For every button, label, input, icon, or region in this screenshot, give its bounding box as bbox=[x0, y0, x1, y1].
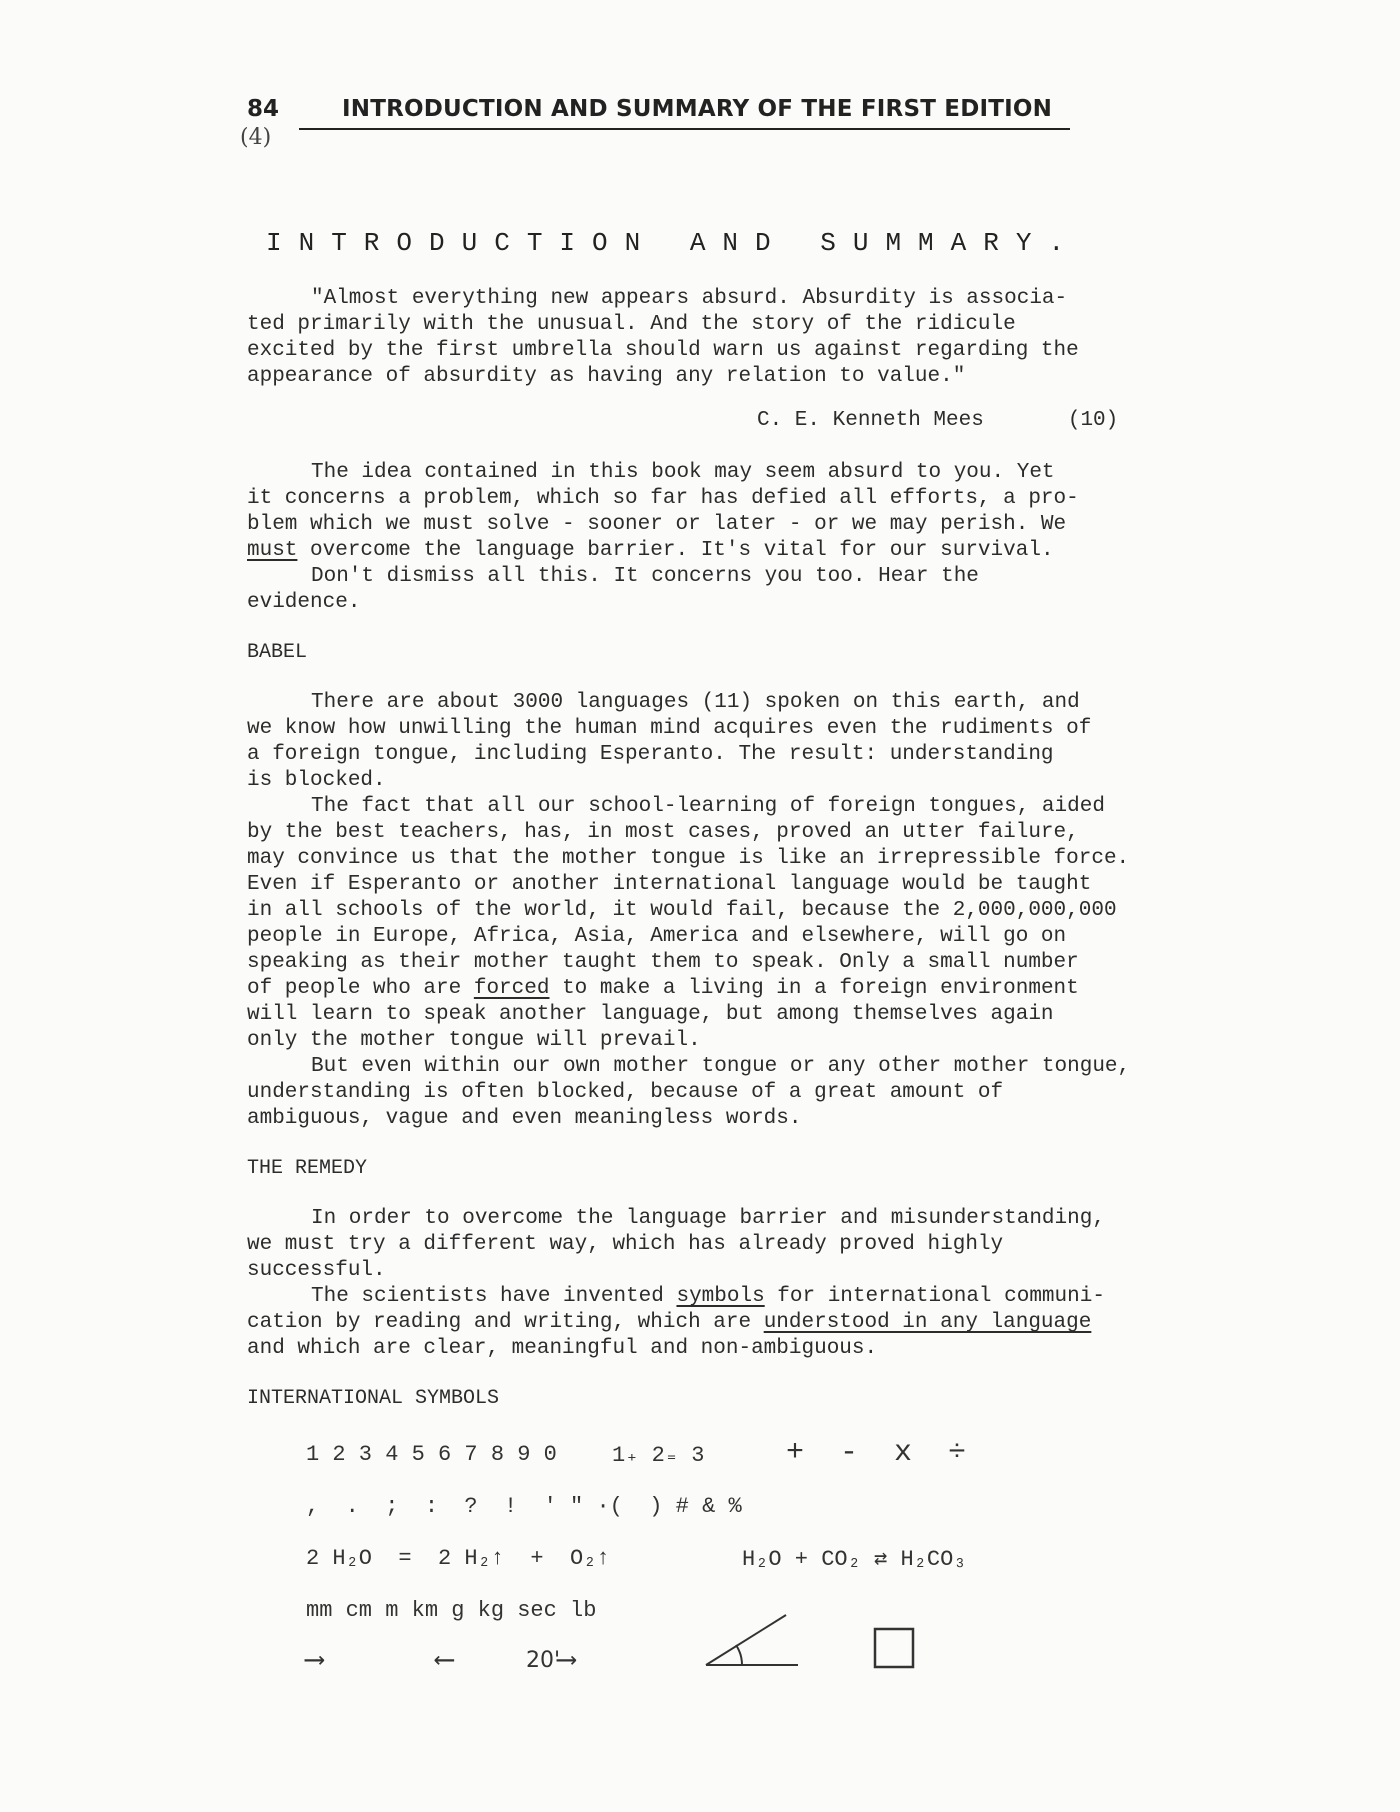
underlined-understood: understood in any language bbox=[763, 1311, 1092, 1334]
underlined-forced: forced bbox=[473, 977, 550, 1000]
babel-line: a foreign tongue, including Esperanto. The result: understanding bbox=[247, 743, 1054, 766]
babel-line: may convince us that the mother tongue is like an irrepressible force. bbox=[247, 847, 1130, 870]
epigraph-line: appearance of absurdity as having any relation to value." bbox=[247, 365, 966, 388]
babel-line: ambiguous, vague and even meaningless words. bbox=[247, 1107, 802, 1130]
square-icon bbox=[872, 1626, 916, 1670]
symbols-sum: 1₊ 2₌ 3 bbox=[612, 1443, 705, 1468]
intro-section bbox=[247, 460, 1147, 616]
symbols-digits: 1 2 3 4 5 6 7 8 9 0 bbox=[306, 1442, 557, 1467]
document-title: INTRODUCTION AND SUMMARY. bbox=[266, 228, 1082, 258]
intro-line: it concerns a problem, which so far has defied all efforts, a pro- bbox=[247, 487, 1079, 510]
running-header bbox=[247, 92, 1070, 132]
babel-line: only the mother tongue will prevail. bbox=[247, 1029, 701, 1052]
header-rule bbox=[299, 128, 1070, 130]
babel-line: will learn to speak another language, but among themselves again bbox=[247, 1003, 1054, 1026]
intro-line: The idea contained in this book may seem absurd to you. Yet bbox=[311, 461, 1055, 484]
babel-line: speaking as their mother taught them to speak. Only a small number bbox=[247, 951, 1079, 974]
arrow-right-icon: ⟶ bbox=[558, 1646, 575, 1677]
intro-line bbox=[247, 538, 1147, 564]
epigraph-author: C. E. Kenneth Mees bbox=[757, 409, 984, 432]
symbols-punctuation: , . ; : ? ! ' " ·( ) # & % bbox=[306, 1494, 742, 1519]
babel-line: understanding is often blocked, because of a great amount of bbox=[247, 1081, 1004, 1104]
section-heading-babel: BABEL bbox=[247, 641, 308, 664]
page-number: 84 bbox=[247, 96, 280, 122]
remedy-line: and which are clear, meaningful and non-ambiguous. bbox=[247, 1337, 878, 1360]
section-heading-remedy: THE REMEDY bbox=[247, 1157, 368, 1180]
babel-forced-post: to make a living in a foreign environment bbox=[549, 977, 1079, 1000]
babel-line: There are about 3000 languages (11) spoken on this earth, and bbox=[311, 691, 1080, 714]
international-symbols bbox=[306, 1436, 1006, 1677]
intro-line: blem which we must solve - sooner or later - or we may perish. We bbox=[247, 513, 1067, 536]
symbols-equation-water: 2 H₂O = 2 H₂↑ + O₂↑ bbox=[306, 1546, 610, 1571]
remedy-symbols-post: for international communi- bbox=[764, 1285, 1105, 1308]
babel-forced-pre: of people who are bbox=[247, 977, 474, 1000]
epigraph-line: ted primarily with the unusual. And the story of the ridicule bbox=[247, 313, 1016, 336]
remedy-symbols-pre: The scientists have invented bbox=[311, 1285, 677, 1308]
babel-line: The fact that all our school-learning of foreign tongues, aided bbox=[311, 795, 1105, 818]
remedy-line bbox=[247, 1284, 1147, 1310]
remedy-line bbox=[247, 1310, 1147, 1336]
underlined-symbols: symbols bbox=[676, 1285, 765, 1308]
running-title: INTRODUCTION AND SUMMARY OF THE FIRST EDITION bbox=[342, 96, 1053, 122]
angle-icon bbox=[702, 1607, 812, 1672]
document-body bbox=[247, 286, 1147, 1436]
epigraph bbox=[247, 286, 1147, 390]
section-heading-symbols: INTERNATIONAL SYMBOLS bbox=[247, 1387, 500, 1410]
epigraph-reference: (10) bbox=[1067, 409, 1119, 432]
intro-line-rest: overcome the language barrier. It's vital for our survival. bbox=[297, 539, 1054, 562]
babel-line: is blocked. bbox=[247, 769, 386, 792]
babel-line bbox=[247, 976, 1147, 1002]
symbols-equation-carbonic: H₂O + CO₂ ⇄ H₂CO₃ bbox=[742, 1547, 967, 1572]
handwritten-page-mark: (4) bbox=[240, 125, 272, 150]
babel-line: in all schools of the world, it would fail, because the 2,000,000,000 bbox=[247, 899, 1117, 922]
underlined-must: must bbox=[247, 539, 298, 562]
epigraph-attribution bbox=[247, 408, 1147, 434]
epigraph-line: excited by the first umbrella should warn us against regarding the bbox=[247, 339, 1079, 362]
arrow-left-icon: ⟵ bbox=[436, 1646, 453, 1677]
remedy-section bbox=[247, 1206, 1147, 1362]
babel-line: Even if Esperanto or another international language would be taught bbox=[247, 873, 1092, 896]
babel-section bbox=[247, 690, 1147, 1132]
babel-line: people in Europe, Africa, Asia, America and elsewhere, will go on bbox=[247, 925, 1067, 948]
dimension-label: 20' bbox=[526, 1648, 561, 1673]
babel-line: by the best teachers, has, in most cases, proved an utter failure, bbox=[247, 821, 1079, 844]
remedy-line: we must try a different way, which has already proved highly bbox=[247, 1233, 1004, 1256]
remedy-understood-pre: cation by reading and writing, which are bbox=[247, 1311, 764, 1334]
epigraph-line: "Almost everything new appears absurd. Absurdity is associa- bbox=[311, 287, 1068, 310]
intro-line: evidence. bbox=[247, 591, 361, 614]
remedy-line: In order to overcome the language barrier and misunderstanding, bbox=[311, 1207, 1105, 1230]
arrow-right-icon: ⟶ bbox=[306, 1646, 323, 1677]
symbols-operators: + - x ÷ bbox=[786, 1436, 967, 1470]
intro-line: Don't dismiss all this. It concerns you too. Hear the bbox=[311, 565, 979, 588]
symbols-units: mm cm m km g kg sec lb bbox=[306, 1598, 597, 1623]
babel-line: we know how unwilling the human mind acquires even the rudiments of bbox=[247, 717, 1092, 740]
remedy-line: successful. bbox=[247, 1259, 386, 1282]
babel-line: But even within our own mother tongue or any other mother tongue, bbox=[311, 1055, 1131, 1078]
